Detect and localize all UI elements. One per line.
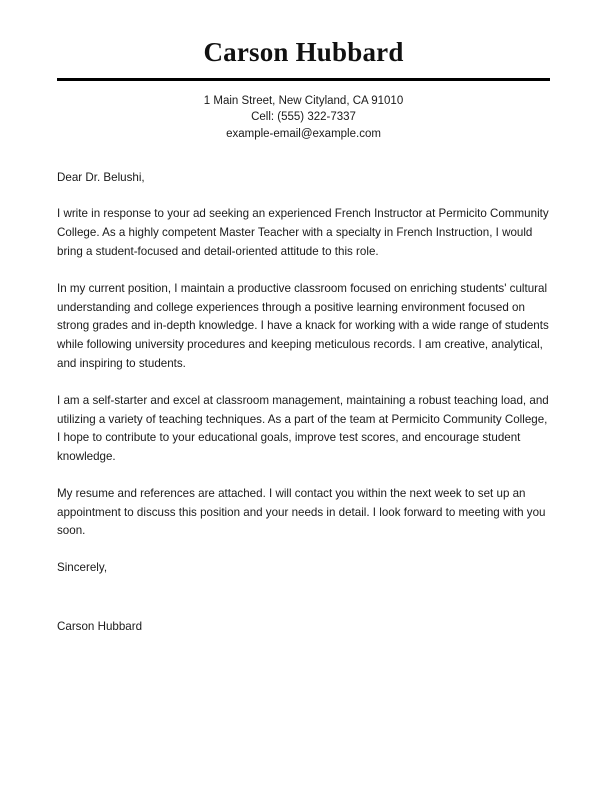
contact-address: 1 Main Street, New Cityland, CA 91010	[203, 94, 404, 107]
body-paragraph-4: My resume and references are attached. I will contact you within the next week to set up an appointment to discuss this position and your needs in detail. I look forward to meeting with you soon.	[57, 486, 546, 538]
header-divider	[57, 78, 550, 81]
contact-phone: Cell: (555) 322-7337	[251, 111, 356, 124]
page-title: Carson Hubbard	[203, 37, 404, 67]
body-paragraph-1: I write in response to your ad seeking an experienced French Instructor at Permicito Community College. As a highly competent Master Teacher with a specialty in French Instruction, I would bring a student-focused and detail-oriented attitude to this role.	[57, 207, 549, 259]
contact-block	[57, 93, 550, 143]
contact-email: example-email@example.com	[226, 128, 381, 141]
body-paragraph-3: I am a self-starter and excel at classroom management, maintaining a robust teaching load, and utilizing a variety of teaching techniques. As a part of the team at Permicito Community College, I hope to contribute to your educational goals, improve test scores, and encourage student knowledge.	[57, 393, 549, 464]
body-paragraph-2: In my current position, I maintain a productive classroom focused on enriching students' cultural understanding and college experiences through a positive learning environment focused on strong grades and in-depth knowledge. I have a knack for working with a wide range of students while following university procedures and keeping meticulous records. I am creative, analytical, and inspiring to students.	[57, 281, 549, 370]
closing: Sincerely,	[57, 561, 108, 575]
letter-body	[57, 169, 550, 637]
salutation: Dear Dr. Belushi,	[57, 170, 145, 184]
signature-name: Carson Hubbard	[57, 619, 143, 633]
